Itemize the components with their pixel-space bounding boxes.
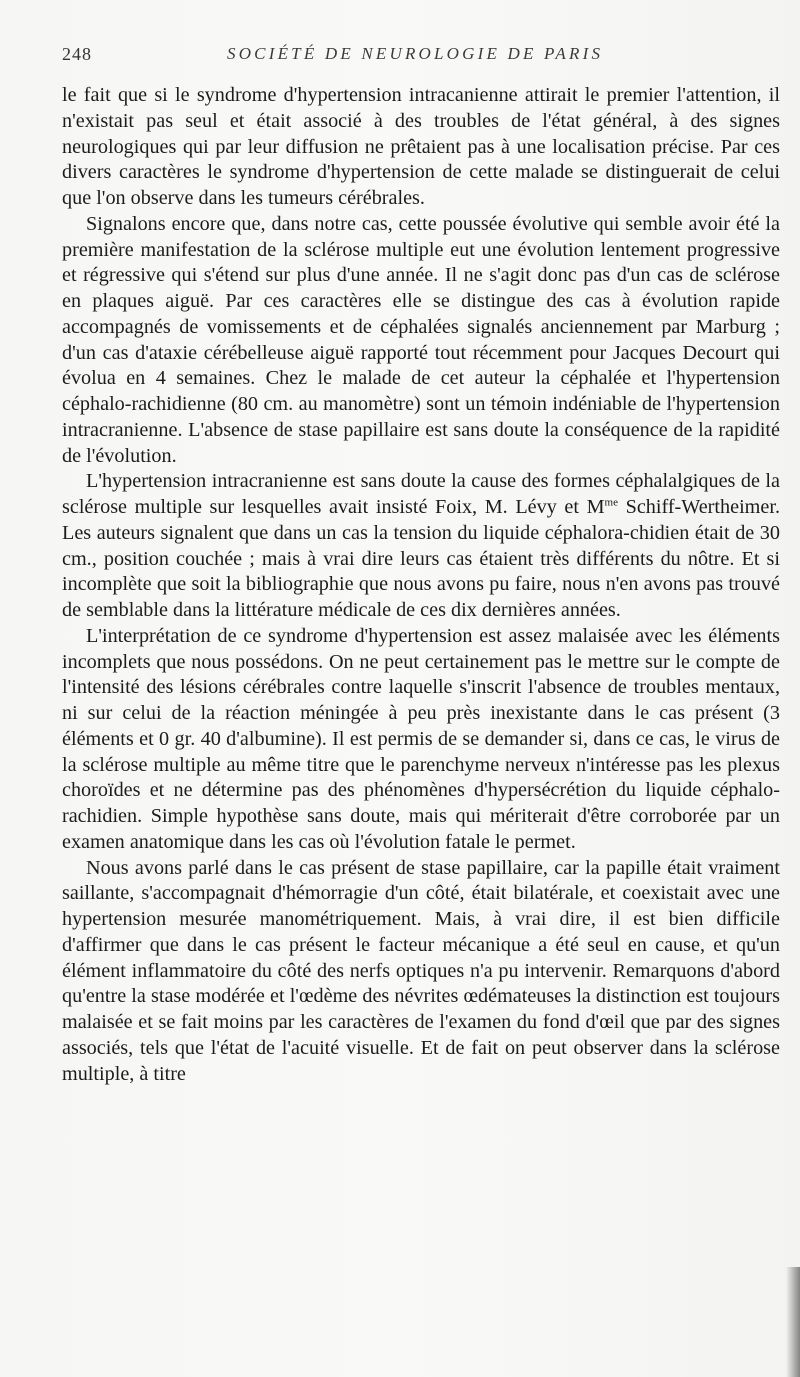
page-number: 248 [62, 44, 92, 64]
paragraph-4: L'interprétation de ce syndrome d'hypertension est assez malaisée avec les éléments incomplets que nous possédons. On ne peut certainement pas le mettre sur le compte de l'intensité des lésions cérébrales contre laquelle s'inscrit l'absence de troubles mentaux, ni sur celui de la réaction méningée à peu près inexistante dans le cas présent (3 éléments et 0 gr. 40 d'albumine). Il est permis de se demander si, dans ce cas, le virus de la sclérose multiple au même titre que le parenchyme nerveux n'intéresse pas les plexus choroïdes et ne détermine pas des phénomènes d'hypersécrétion du liquide céphalo-rachidien. Simple hypothèse sans doute, mais qui mériterait d'être corroborée par un examen anatomique dans les cas où l'évolution fatale le permet. [62, 624, 780, 853]
paragraph-3: L'hypertension intracranienne est sans doute la cause des formes céphalalgiques de la sclérose multiple sur lesquelles avait insisté Foix, M. Lévy et $M^{me}$ Schiff-Wertheimer. Les auteurs signalent que dans un cas la tension du liquide céphalora-chidien était de 30 cm., position couchée ; mais à vrai dire leurs cas étaient très différents du nôtre. Et si incomplète que soit la bibliographie que nous avons pu faire, nous n'en avons pas trouvé de semblable dans la littérature médicale de ces dix dernières années. [62, 470, 780, 621]
body-text [62, 83, 780, 1087]
paragraph-2: Signalons encore que, dans notre cas, cette poussée évolutive qui semble avoir été la première manifestation de la sclérose multiple eut une évolution lentement progressive et régressive qui s'étend sur plus d'une année. Il ne s'agit donc pas d'un cas de sclérose en plaques aiguë. Par ces caractères elle se distingue des cas à évolution rapide accompagnés de vomissements et de céphalées signalés anciennement par Marburg ; d'un cas d'ataxie cérébelleuse aiguë rapporté tout récemment pour Jacques Decourt qui évolua en 4 semaines. Chez le malade de cet auteur la céphalée et l'hypertension céphalo-rachidienne (80 cm. au manomètre) sont un témoin indéniable de l'hypertension intracranienne. L'absence de stase papillaire est sans doute la conséquence de la rapidité de l'évolution. [62, 212, 780, 467]
paragraph-5: Nous avons parlé dans le cas présent de stase papillaire, car la papille était vraiment saillante, s'accompagnait d'hémorragie d'un côté, était bilatérale, et coexistait avec une hypertension mesurée manométriquement. Mais, à vrai dire, il est bien difficile d'affirmer que dans le cas présent le facteur mécanique a été seul en cause, et qu'un élément inflammatoire du côté des nerfs optiques n'a pu intervenir. Remarquons d'abord qu'entre la stase modérée et l'œdème des névrites œdémateuses la distinction est toujours malaisée et se fait moins par les caractères de l'examen du fond d'œil que par des signes associés, tels que l'état de l'acuité visuelle. Et de fait on peut observer dans la sclérose multiple, à titre [62, 856, 780, 1085]
page-edge-shadow [786, 1267, 800, 1377]
page-header [62, 44, 782, 74]
running-head: SOCIÉTÉ DE NEUROLOGIE DE PARIS [227, 44, 604, 63]
paragraph-1: le fait que si le syndrome d'hypertension intracanienne attirait le premier l'attention, il n'existait pas seul et était associé à des troubles de l'état général, à des signes neurologiques qui par leur diffusion ne prêtaient pas à une localisation précise. Par ces divers caractères le syndrome d'hypertension de cette malade se distinguerait de celui que l'on observe dans les tumeurs cérébrales. [62, 84, 780, 209]
